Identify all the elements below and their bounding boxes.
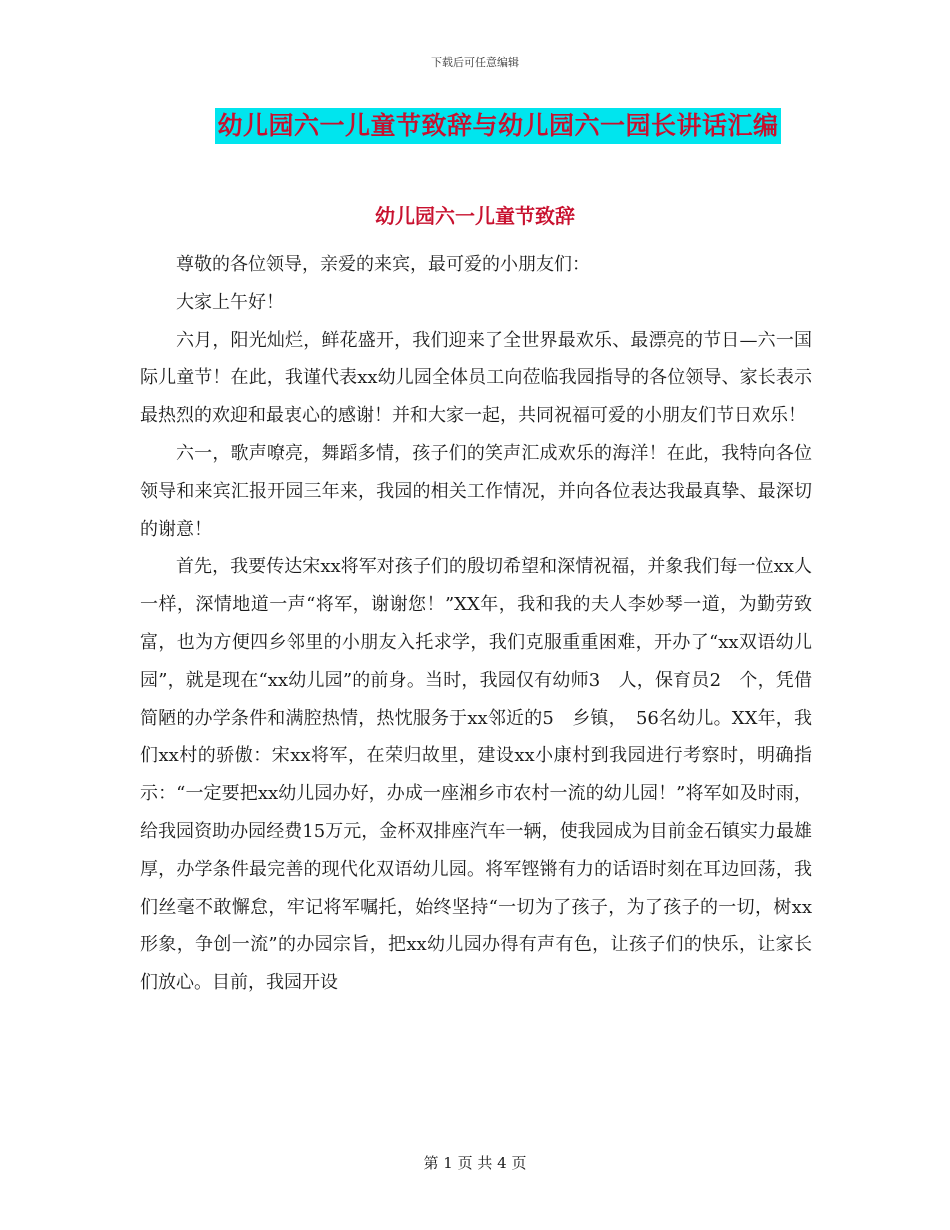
- document-title: 幼儿园六一儿童节致辞与幼儿园六一园长讲话汇编: [215, 108, 780, 144]
- paragraph-report: 六一，歌声嘹亮，舞蹈多情，孩子们的笑声汇成欢乐的海洋！在此，我特向各位领导和来宾汇报开园三年来，我园的相关工作情况，并向各位表达我最真挚、最深切的谢意！: [140, 442, 812, 540]
- document-body: [140, 246, 812, 1002]
- page-header-note: 下载后可任意编辑: [431, 56, 519, 69]
- section-title: 幼儿园六一儿童节致辞: [375, 204, 575, 228]
- paragraph-greeting: 大家上午好！: [176, 291, 284, 313]
- page-number: 第 1 页 共 4 页: [423, 1154, 527, 1172]
- paragraph-history: 首先，我要传达宋xx将军对孩子们的殷切希望和深情祝福，并象我们每一位xx人一样，深情地道一声“将军，谢谢您！”XX年，我和我的夫人李妙琴一道，为勤劳致富，也为方便四乡邻里的小朋友入托求学，我们克服重重困难，开办了“xx双语幼儿园”，就是现在“xx幼儿园”的前身。当时，我园仅有幼师3 人，保育员2 个，凭借简陋的办学条件和满腔热情，热忱服务于xx邻近的5 乡镇， 56名幼儿。XX年，我们xx村的骄傲：宋xx将军，在荣归故里，建设xx小康村到我园进行考察时，明确指示：“一定要把xx幼儿园办好，办成一座湘乡市农村一流的幼儿园！”将军如及时雨，给我园资助办园经费15万元，金杯双排座汽车一辆，使我园成为目前金石镇实力最雄厚，办学条件最完善的现代化双语幼儿园。将军铿锵有力的话语时刻在耳边回荡，我们丝毫不敢懈怠，牢记将军嘱托，始终坚持“一切为了孩子，为了孩子的一切，树xx形象，争创一流”的办园宗旨，把xx幼儿园办得有声有色，让孩子们的快乐，让家长们放心。目前，我园开设: [140, 556, 812, 994]
- document-title-container: [0, 108, 950, 144]
- paragraph-salutation: 尊敬的各位领导，亲爱的来宾，最可爱的小朋友们：: [176, 254, 590, 275]
- paragraph-june: 六月，阳光灿烂，鲜花盛开，我们迎来了全世界最欢乐、最漂亮的节日—六一国际儿童节！在此，我谨代表xx幼儿园全体员工向莅临我园指导的各位领导、家长表示最热烈的欢迎和最衷心的感谢！并和大家一起，共同祝福可爱的小朋友们节日欢乐！: [140, 329, 812, 427]
